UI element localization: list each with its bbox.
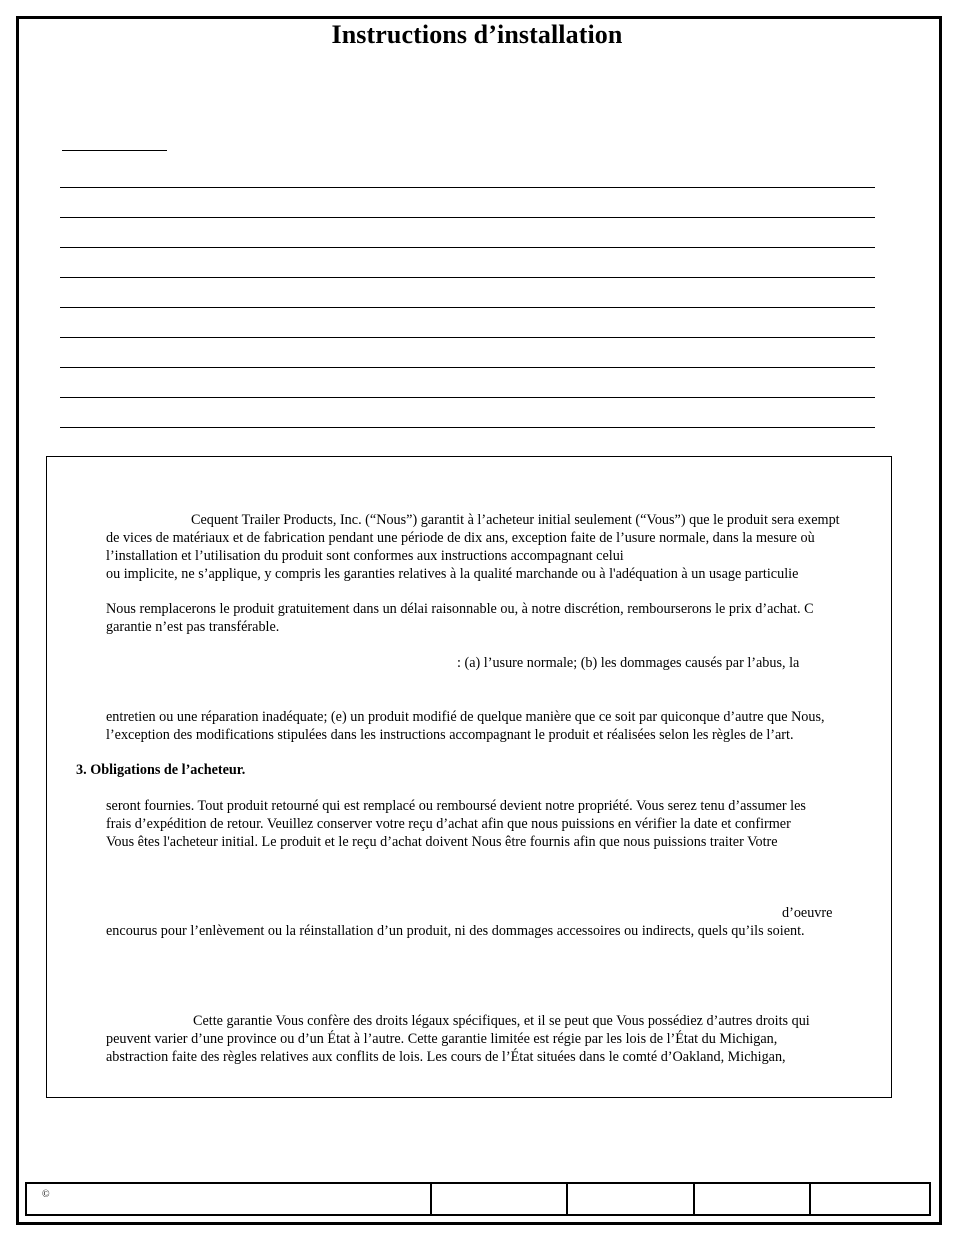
blank-line bbox=[60, 367, 875, 368]
warranty-text-line: frais d’expédition de retour. Veuillez conserver votre reçu d’achat afin que nous puissions en vérifier la date et confirmer bbox=[106, 816, 791, 832]
footer-cell bbox=[811, 1184, 929, 1214]
blank-line bbox=[60, 337, 875, 338]
warranty-text-line: de vices de matériaux et de fabrication pendant une période de dix ans, exception faite de l’usure normale, dans la mesure où bbox=[106, 530, 815, 546]
footer-cell bbox=[432, 1184, 568, 1214]
blank-line bbox=[60, 187, 875, 188]
footer-table bbox=[25, 1182, 931, 1216]
exclusions-line: : (a) l’usure normale; (b) les dommages causés par l’abus, la bbox=[457, 655, 800, 671]
warranty-text-line: peuvent varier d’une province ou d’un État à l’autre. Cette garantie limitée est régie par les lois de l’État du Michigan, bbox=[106, 1031, 778, 1047]
blank-line bbox=[60, 277, 875, 278]
warranty-text-line: ou implicite, ne s’applique, y compris les garanties relatives à la qualité marchande ou à l'adéquation à un usage particulie bbox=[106, 566, 799, 582]
warranty-text-line: entretien ou une réparation inadéquate; (e) un produit modifié de quelque manière que ce soit par quiconque d’autre que Nous, bbox=[106, 709, 825, 725]
page-title: Instructions d’installation bbox=[331, 20, 623, 49]
blank-line bbox=[60, 307, 875, 308]
section-heading-obligations: 3. Obligations de l’acheteur. bbox=[76, 762, 246, 778]
warranty-text-line: garantie n’est pas transférable. bbox=[106, 619, 280, 635]
warranty-text-line: l’installation et l’utilisation du produit sont conformes aux instructions accompagnant celui bbox=[106, 548, 624, 564]
blank-line bbox=[60, 427, 875, 428]
warranty-text-line: Vous êtes l'acheteur initial. Le produit et le reçu d’achat doivent Nous être fournis afin que nous puissions traiter Votre bbox=[106, 834, 778, 850]
short-underline bbox=[62, 150, 167, 151]
blank-line bbox=[60, 397, 875, 398]
warranty-text-line: l’exception des modifications stipulées dans les instructions accompagnant le produit et réalisées selon les règles de l’art. bbox=[106, 727, 794, 743]
copyright-symbol: © bbox=[42, 1189, 50, 1200]
warranty-text-line: seront fournies. Tout produit retourné qui est remplacé ou remboursé devient notre propriété. Vous serez tenu d’assumer les bbox=[106, 798, 806, 814]
blank-line bbox=[60, 217, 875, 218]
warranty-text-line: encourus pour l’enlèvement ou la réinstallation d’un produit, ni des dommages accessoires ou indirects, quels qu’ils soient. bbox=[106, 923, 805, 939]
warranty-text-fragment: d’oeuvre bbox=[782, 905, 833, 921]
footer-cell bbox=[695, 1184, 811, 1214]
warranty-text-line: Cette garantie Vous confère des droits légaux spécifiques, et il se peut que Vous possédiez d’autres droits qui bbox=[193, 1013, 810, 1029]
warranty-text-line: abstraction faite des règles relatives aux conflits de lois. Les cours de l’État situées dans le comté d’Oakland, Michigan, bbox=[106, 1049, 786, 1065]
blank-line bbox=[60, 247, 875, 248]
warranty-text-line: Nous remplacerons le produit gratuitement dans un délai raisonnable ou, à notre discrétion, rembourserons le prix d’achat. C bbox=[106, 601, 814, 617]
footer-cell bbox=[568, 1184, 695, 1214]
footer-cell-copyright bbox=[27, 1184, 432, 1214]
warranty-text-line: Cequent Trailer Products, Inc. (“Nous”) garantit à l’acheteur initial seulement (“Vous”) que le produit sera exempt bbox=[191, 512, 840, 528]
